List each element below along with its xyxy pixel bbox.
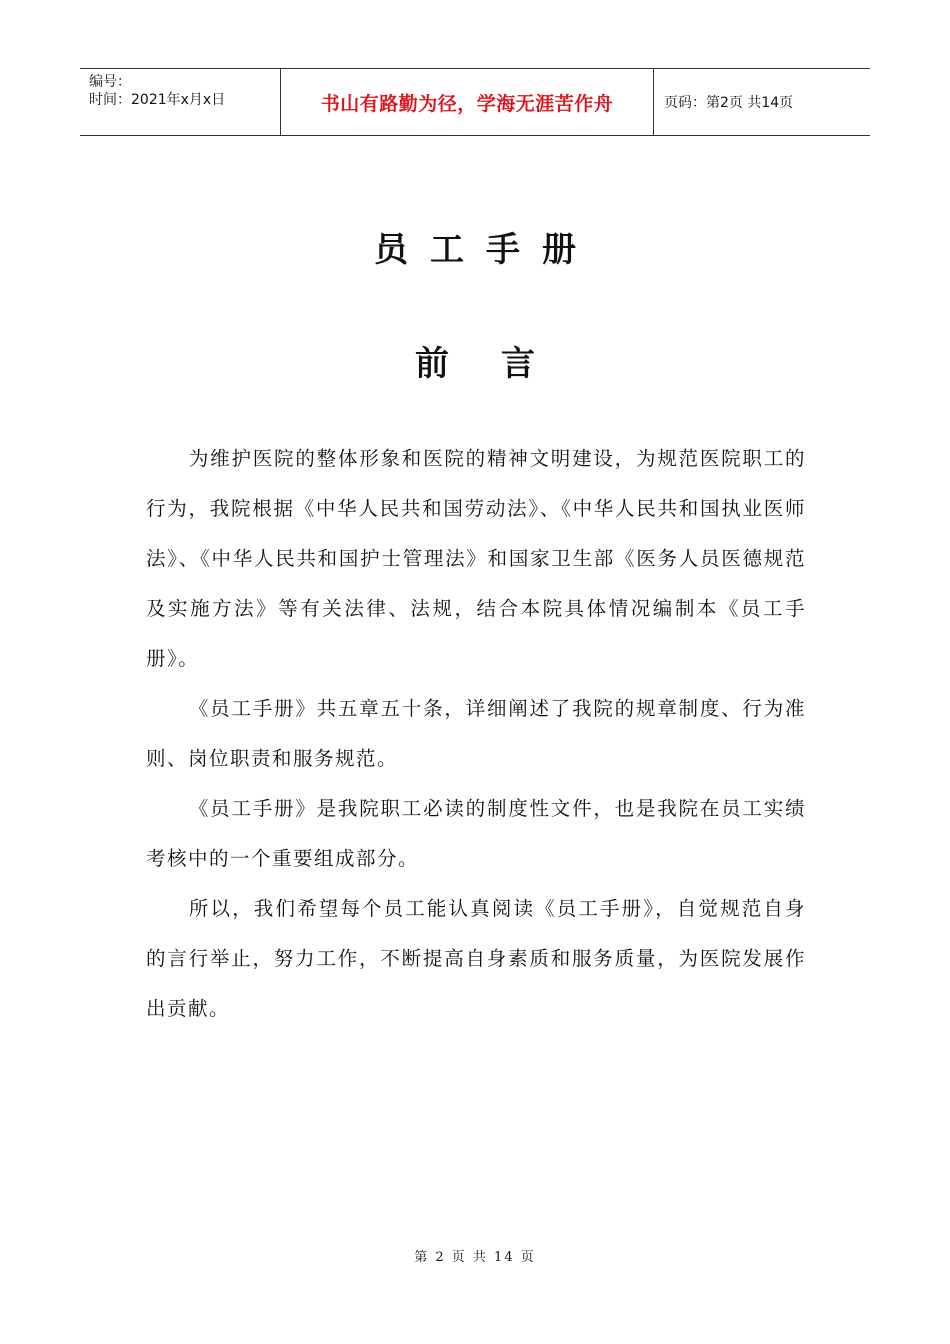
- paragraph: 《员工手册》是我院职工必读的制度性文件，也是我院在员工实绩考核中的一个重要组成部分。: [146, 797, 806, 870]
- header-motto: 书山有路勤为径，学海无涯苦作舟: [281, 69, 654, 135]
- preface-body: [146, 434, 806, 1034]
- document-number-label: 编号：: [89, 74, 131, 90]
- section-title: 前言: [415, 344, 587, 384]
- page-header: [80, 68, 870, 136]
- header-meta: [80, 69, 281, 135]
- page-footer: 第 2 页 共 14 页: [414, 1250, 536, 1265]
- header-page-info: 页码：第2页 共14页: [664, 95, 794, 111]
- paragraph: 《员工手册》共五章五十条，详细阐述了我院的规章制度、行为准则、岗位职责和服务规范。: [146, 697, 806, 770]
- document-date: 时间：2021年x月x日: [89, 92, 226, 108]
- paragraph: 所以，我们希望每个员工能认真阅读《员工手册》，自觉规范自身的言行举止，努力工作，不断提高自身素质和服务质量，为医院发展作出贡献。: [146, 897, 806, 1020]
- document-title: 员工手册: [374, 230, 598, 270]
- paragraph: 为维护医院的整体形象和医院的精神文明建设，为规范医院职工的行为，我院根据《中华人民共和国劳动法》、《中华人民共和国执业医师法》、《中华人民共和国护士管理法》和国家卫生部《医务人员医德规范及实施方法》等有关法律、法规，结合本院具体情况编制本《员工手册》。: [146, 447, 806, 670]
